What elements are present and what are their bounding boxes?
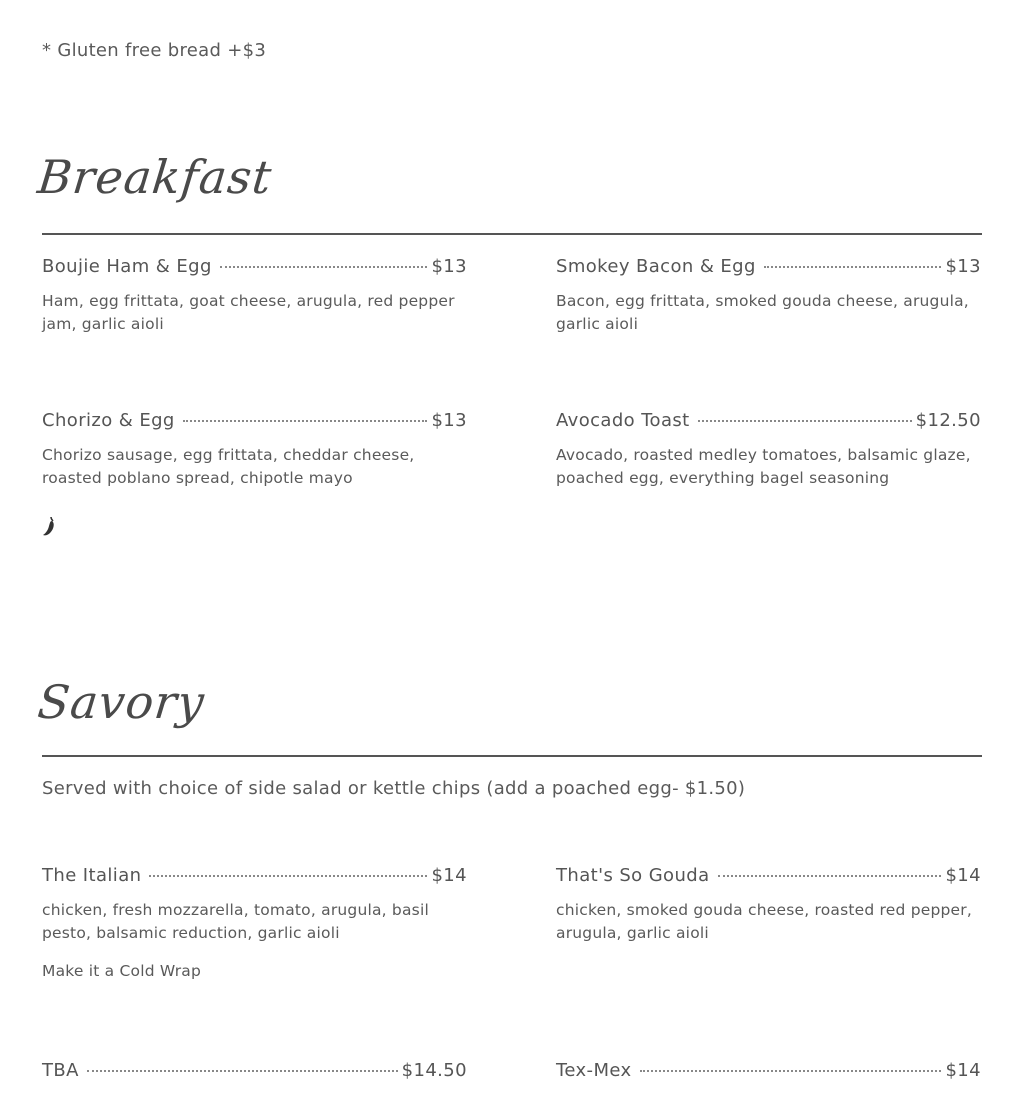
menu-item-name: TBA <box>42 1060 79 1081</box>
menu-item-price: $13 <box>431 410 467 431</box>
dot-leader <box>220 266 428 268</box>
menu-item-header <box>42 1060 467 1081</box>
menu-item-price: $13 <box>431 256 467 277</box>
dot-leader <box>764 266 942 268</box>
menu-item-description: Ham, egg frittata, goat cheese, arugula, red pepper jam, garlic aioli <box>42 292 455 333</box>
menu-item-name: Chorizo & Egg <box>42 410 175 431</box>
dot-leader <box>640 1070 942 1072</box>
menu-item <box>556 256 981 336</box>
menu-item-name: Avocado Toast <box>556 410 690 431</box>
menu-item-description: chicken, fresh mozzarella, tomato, arugula, basil pesto, balsamic reduction, garlic aioli <box>42 901 429 942</box>
menu-item-name: Smokey Bacon & Egg <box>556 256 756 277</box>
menu-item-name: The Italian <box>42 865 142 886</box>
menu-item-header <box>42 256 467 277</box>
dot-leader <box>149 875 427 877</box>
served-with-note: Served with choice of side salad or kettle chips (add a poached egg- $1.50) <box>42 778 746 799</box>
menu-item-price: $14.50 <box>401 1060 467 1081</box>
savory-divider <box>42 755 982 757</box>
menu-item-price: $12.50 <box>915 410 981 431</box>
breakfast-section-title: Breakfast <box>35 150 275 204</box>
menu-item <box>556 410 981 490</box>
savory-section-title: Savory <box>35 675 208 729</box>
menu-item <box>556 1060 981 1081</box>
menu-item-option: Make it a Cold Wrap <box>42 962 202 980</box>
menu-item-header <box>556 256 981 277</box>
menu-item-price: $14 <box>945 1060 981 1081</box>
gluten-free-note: * Gluten free bread +$3 <box>42 40 267 61</box>
menu-item-description: chicken, smoked gouda cheese, roasted red pepper, arugula, garlic aioli <box>556 901 972 942</box>
menu-item-header <box>556 410 981 431</box>
breakfast-divider <box>42 233 982 235</box>
menu-item-header <box>556 1060 981 1081</box>
menu-item <box>42 1060 467 1081</box>
pepper-icon <box>42 515 56 537</box>
menu-item-name: Tex-Mex <box>556 1060 632 1081</box>
dot-leader <box>183 420 428 422</box>
menu-item-price: $13 <box>945 256 981 277</box>
menu-item-price: $14 <box>945 865 981 886</box>
menu-item-header <box>42 865 467 886</box>
dot-leader <box>87 1070 398 1072</box>
dot-leader <box>718 875 942 877</box>
menu-item-description: Avocado, roasted medley tomatoes, balsamic glaze, poached egg, everything bagel seasoning <box>556 446 971 487</box>
menu-item-name: Boujie Ham & Egg <box>42 256 212 277</box>
menu-item-price: $14 <box>431 865 467 886</box>
menu-item <box>42 410 467 490</box>
menu-item <box>42 865 467 980</box>
menu-item-description: Bacon, egg frittata, smoked gouda cheese, arugula, garlic aioli <box>556 292 969 333</box>
menu-item-name: That's So Gouda <box>556 865 710 886</box>
dot-leader <box>698 420 912 422</box>
menu-item-header <box>556 865 981 886</box>
menu-item <box>556 865 981 945</box>
menu-item-header <box>42 410 467 431</box>
menu-item <box>42 256 467 336</box>
menu-item-description: Chorizo sausage, egg frittata, cheddar cheese, roasted poblano spread, chipotle mayo <box>42 446 415 487</box>
